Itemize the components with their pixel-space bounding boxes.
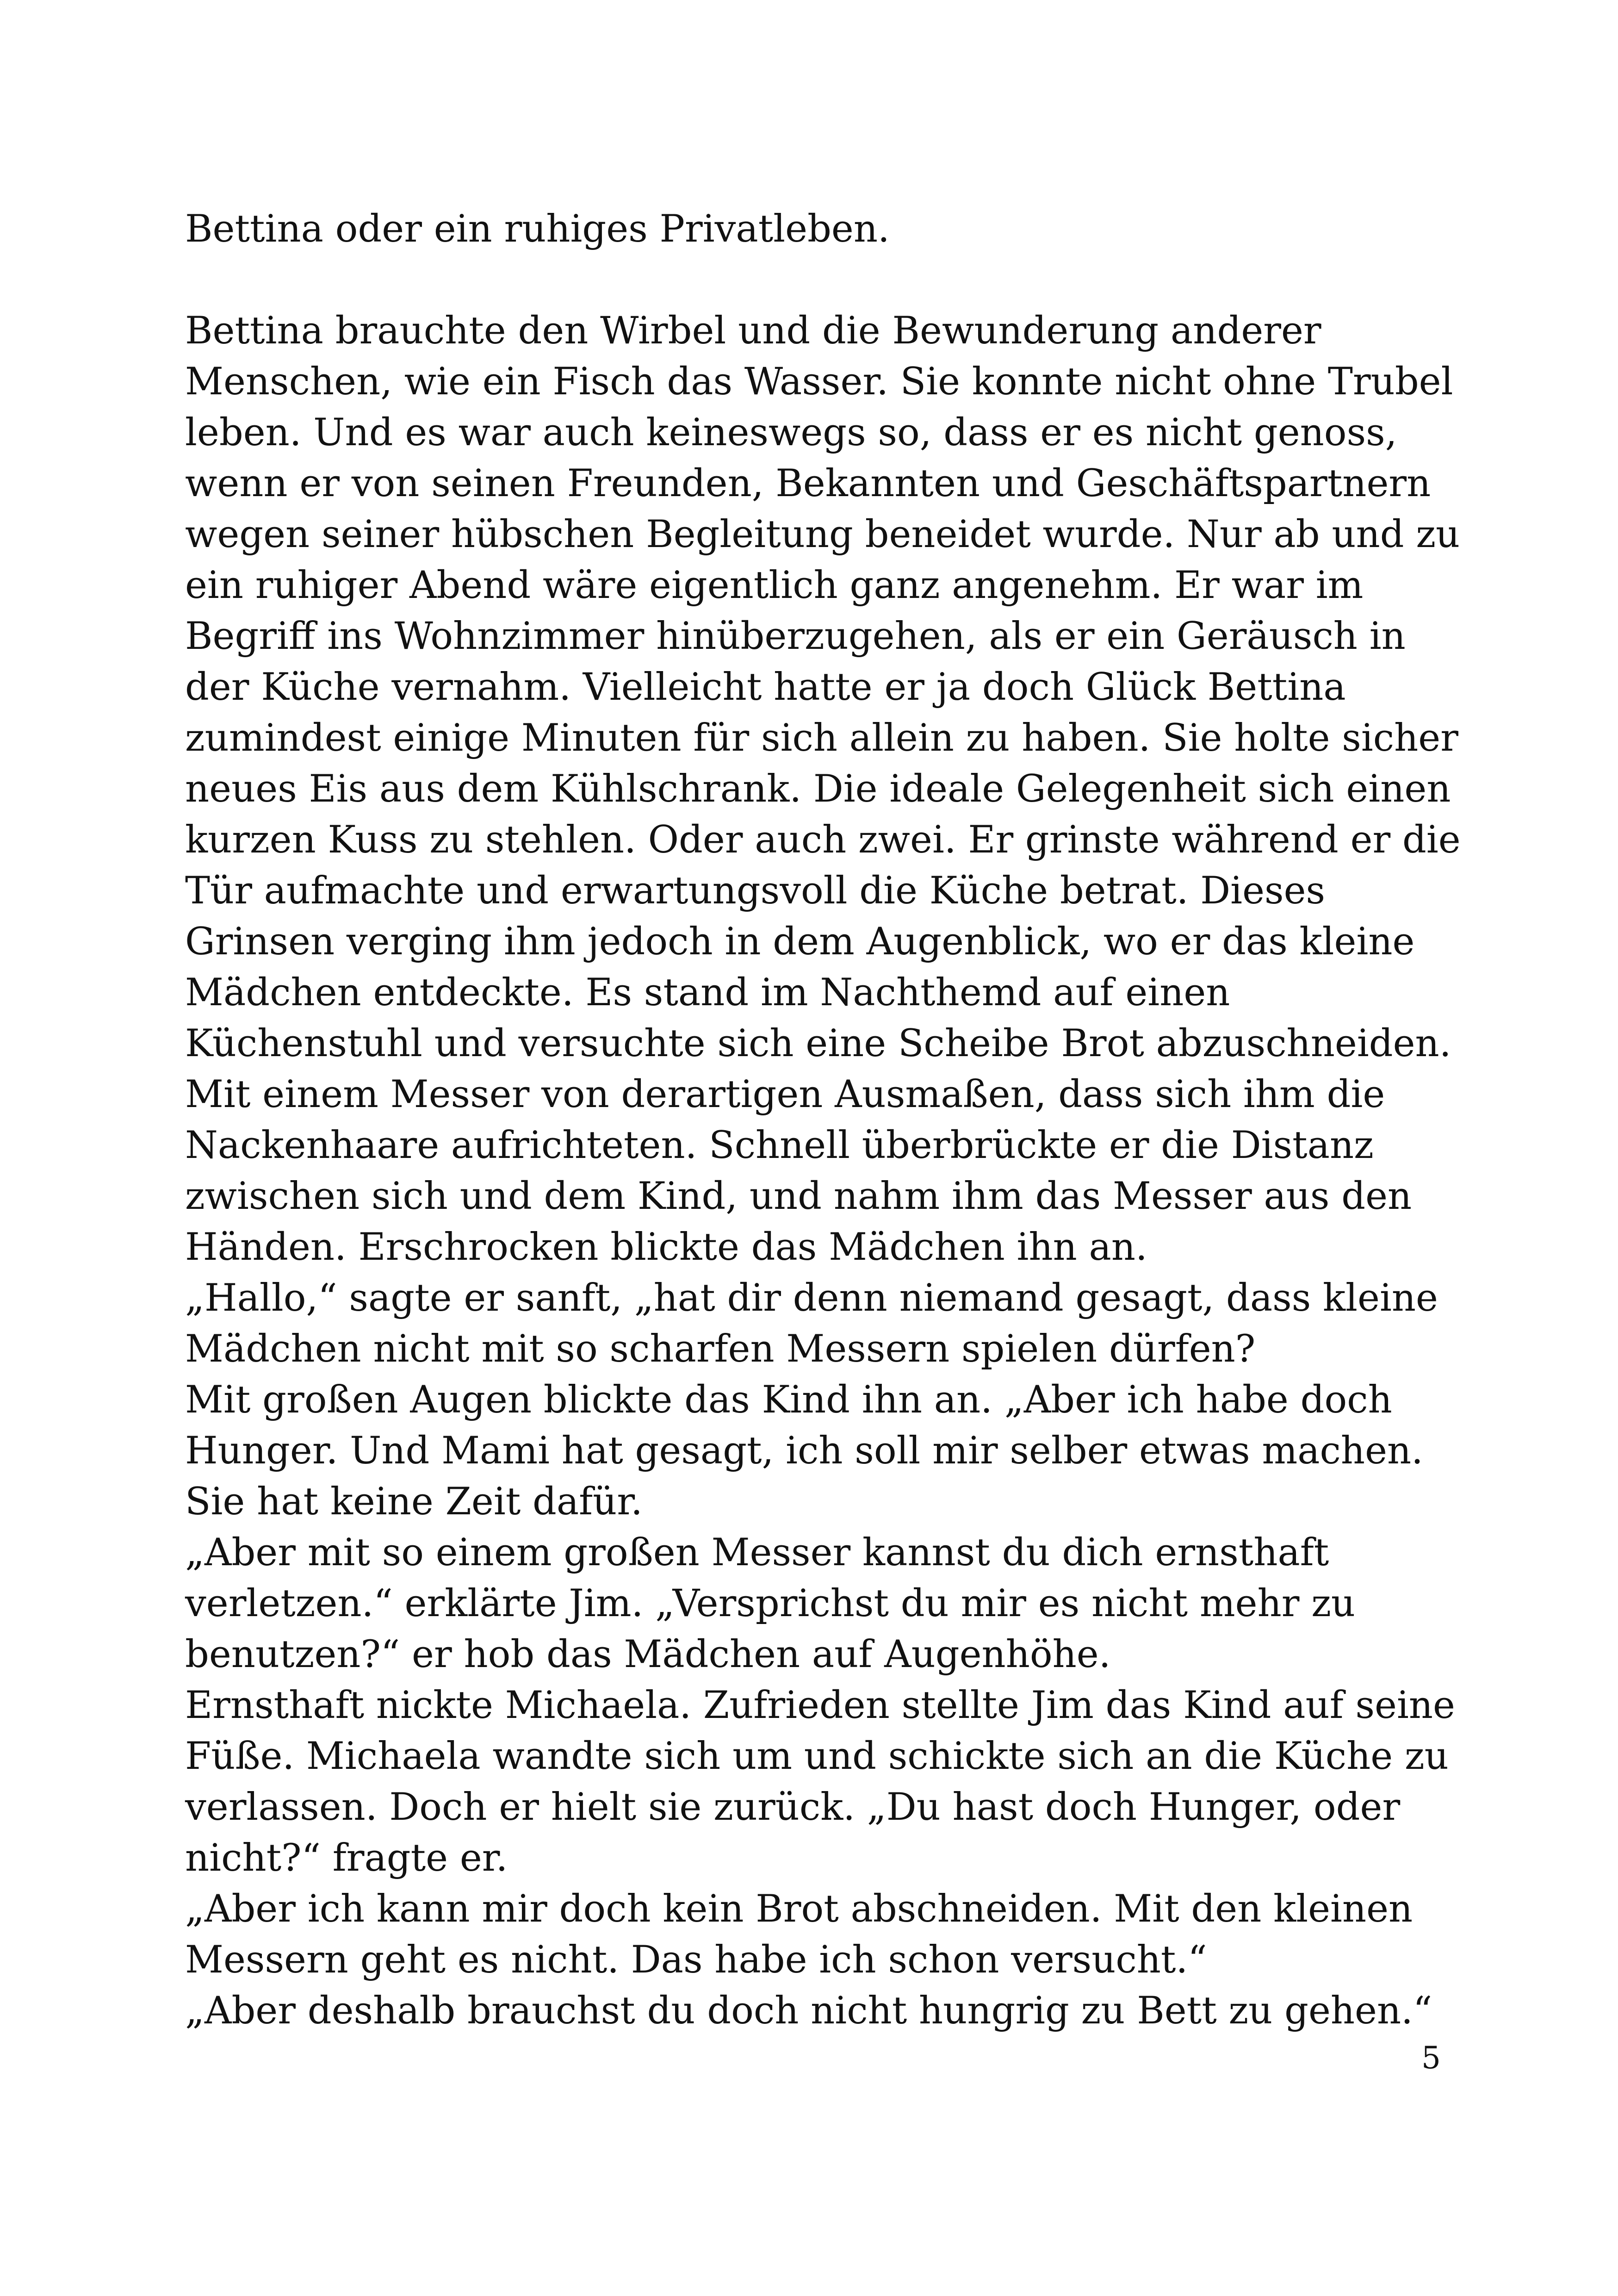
text-line: Mit einem Messer von derartigen Ausmaßen, dass sich ihm die xyxy=(185,1073,1385,1116)
text-line: Händen. Erschrocken blickte das Mädchen ihn an. xyxy=(185,1226,1147,1269)
page-number: 5 xyxy=(1421,2040,1441,2076)
text-line: Begriff ins Wohnzimmer hinüberzugehen, als er ein Geräusch in xyxy=(185,615,1406,658)
text-line: neues Eis aus dem Kühlschrank. Die ideale Gelegenheit sich einen xyxy=(185,767,1451,811)
text-line: kurzen Kuss zu stehlen. Oder auch zwei. Er grinste während er die xyxy=(185,818,1461,862)
text-line: Mädchen nicht mit so scharfen Messern spielen dürfen? xyxy=(185,1327,1256,1371)
text-line: zumindest einige Minuten für sich allein zu haben. Sie holte sicher xyxy=(185,716,1458,760)
text-line: zwischen sich und dem Kind, und nahm ihm das Messer aus den xyxy=(185,1175,1412,1218)
text-line: Bettina brauchte den Wirbel und die Bewunderung anderer xyxy=(185,309,1321,353)
text-line: Mädchen entdeckte. Es stand im Nachthemd auf einen xyxy=(185,971,1230,1014)
text-line: leben. Und es war auch keineswegs so, dass er es nicht genoss, xyxy=(185,411,1397,454)
text-line: verlassen. Doch er hielt sie zurück. „Du hast doch Hunger, oder xyxy=(185,1786,1401,1829)
text-line: Sie hat keine Zeit dafür. xyxy=(185,1480,643,1524)
text-line: Menschen, wie ein Fisch das Wasser. Sie konnte nicht ohne Trubel xyxy=(185,360,1453,404)
text-line: „Aber mit so einem großen Messer kannst du dich ernsthaft xyxy=(185,1531,1329,1574)
text-line: „Aber ich kann mir doch kein Brot abschneiden. Mit den kleinen xyxy=(185,1887,1413,1931)
text-line: „Aber deshalb brauchst du doch nicht hungrig zu Bett zu gehen.“ xyxy=(185,1989,1432,2033)
text-line: der Küche vernahm. Vielleicht hatte er ja doch Glück Bettina xyxy=(185,666,1346,709)
text-line: Bettina oder ein ruhiges Privatleben. xyxy=(185,207,890,251)
text-line: ein ruhiger Abend wäre eigentlich ganz angenehm. Er war im xyxy=(185,564,1364,607)
text-line: Mit großen Augen blickte das Kind ihn an. „Aber ich habe doch xyxy=(185,1378,1392,1422)
text-line: Nackenhaare aufrichteten. Schnell überbrückte er die Distanz xyxy=(185,1124,1374,1167)
text-line: verletzen.“ erklärte Jim. „Versprichst du mir es nicht mehr zu xyxy=(185,1582,1356,1625)
text-line: Füße. Michaela wandte sich um und schickte sich an die Küche zu xyxy=(185,1735,1449,1778)
text-line: wegen seiner hübschen Begleitung beneidet wurde. Nur ab und zu xyxy=(185,513,1460,556)
text-line: benutzen?“ er hob das Mädchen auf Augenhöhe. xyxy=(185,1633,1111,1676)
text-line: wenn er von seinen Freunden, Bekannten und Geschäftspartnern xyxy=(185,462,1431,505)
text-line: Grinsen verging ihm jedoch in dem Augenblick, wo er das kleine xyxy=(185,920,1415,964)
text-line: Hunger. Und Mami hat gesagt, ich soll mir selber etwas machen. xyxy=(185,1429,1423,1473)
text-line: „Hallo,“ sagte er sanft, „hat dir denn niemand gesagt, dass kleine xyxy=(185,1276,1438,1320)
text-line: nicht?“ fragte er. xyxy=(185,1836,508,1880)
text-line: Messern geht es nicht. Das habe ich schon versucht.“ xyxy=(185,1938,1207,1982)
text-line: Ernsthaft nickte Michaela. Zufrieden stellte Jim das Kind auf seine xyxy=(185,1684,1455,1727)
text-line: Küchenstuhl und versuchte sich eine Scheibe Brot abzuschneiden. xyxy=(185,1022,1451,1065)
text-line: Tür aufmachte und erwartungsvoll die Küche betrat. Dieses xyxy=(185,869,1326,913)
